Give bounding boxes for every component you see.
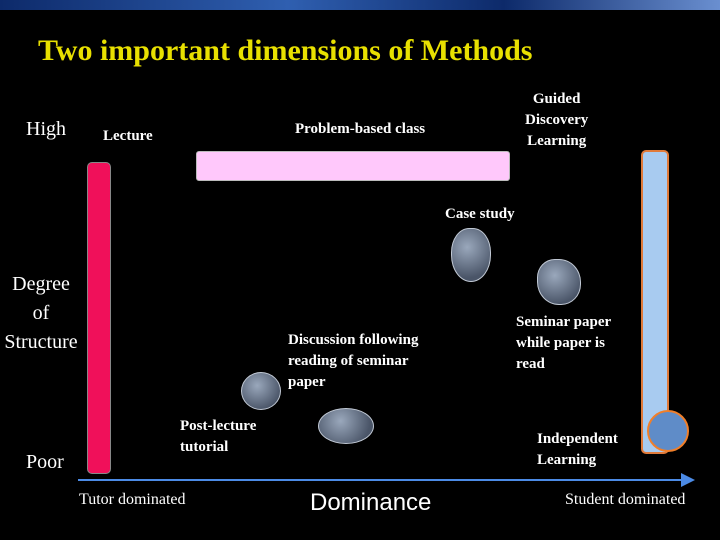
y-axis-label <box>0 270 82 357</box>
post-lecture-label <box>180 416 256 458</box>
post-lecture-marker <box>241 372 281 410</box>
y-axis-label-line-1: Degree <box>12 273 70 295</box>
guided-discovery-line-3: Learning <box>527 133 587 149</box>
seminar-paper-line-2: while paper is <box>516 335 605 351</box>
y-axis-label-line-3: Structure <box>4 331 78 353</box>
guided-discovery-line-1: Guided <box>532 91 581 107</box>
seminar-paper-label <box>516 312 611 375</box>
problem-based-bar <box>196 151 510 181</box>
slide-title: Two important dimensions of Methods <box>38 34 533 67</box>
independent-learning-marker <box>647 410 689 452</box>
discussion-label <box>288 330 418 393</box>
discussion-marker <box>318 408 374 444</box>
dominance-label: Dominance <box>310 489 432 516</box>
y-poor-label: Poor <box>26 451 64 473</box>
lecture-label: Lecture <box>103 128 153 144</box>
independent-line-1: Independent <box>537 431 618 447</box>
seminar-paper-line-1: Seminar paper <box>516 314 612 330</box>
problem-based-label: Problem-based class <box>295 121 426 137</box>
case-study-marker <box>451 228 491 282</box>
top-banner <box>0 0 720 10</box>
axis-arrowhead <box>681 473 695 487</box>
student-dominated-label: Student dominated <box>565 491 686 508</box>
discussion-line-2: reading of seminar <box>288 353 409 369</box>
seminar-paper-line-3: read <box>516 356 545 372</box>
student-led-bar <box>641 150 669 454</box>
seminar-paper-marker <box>537 259 581 305</box>
case-study-label: Case study <box>445 206 515 222</box>
independent-label <box>537 429 618 471</box>
post-lecture-line-2: tutorial <box>180 439 229 455</box>
post-lecture-line-1: Post-lecture <box>180 418 257 434</box>
independent-line-2: Learning <box>537 452 597 468</box>
y-axis-label-line-2: of <box>32 302 50 324</box>
y-high-label: High <box>26 118 66 140</box>
dominance-axis <box>78 479 683 481</box>
discussion-line-3: paper <box>288 374 326 390</box>
discussion-line-1: Discussion following <box>288 332 419 348</box>
structure-bar <box>87 162 111 474</box>
guided-discovery-line-2: Discovery <box>525 112 589 128</box>
guided-discovery-label <box>525 89 588 152</box>
tutor-dominated-label: Tutor dominated <box>79 491 186 508</box>
